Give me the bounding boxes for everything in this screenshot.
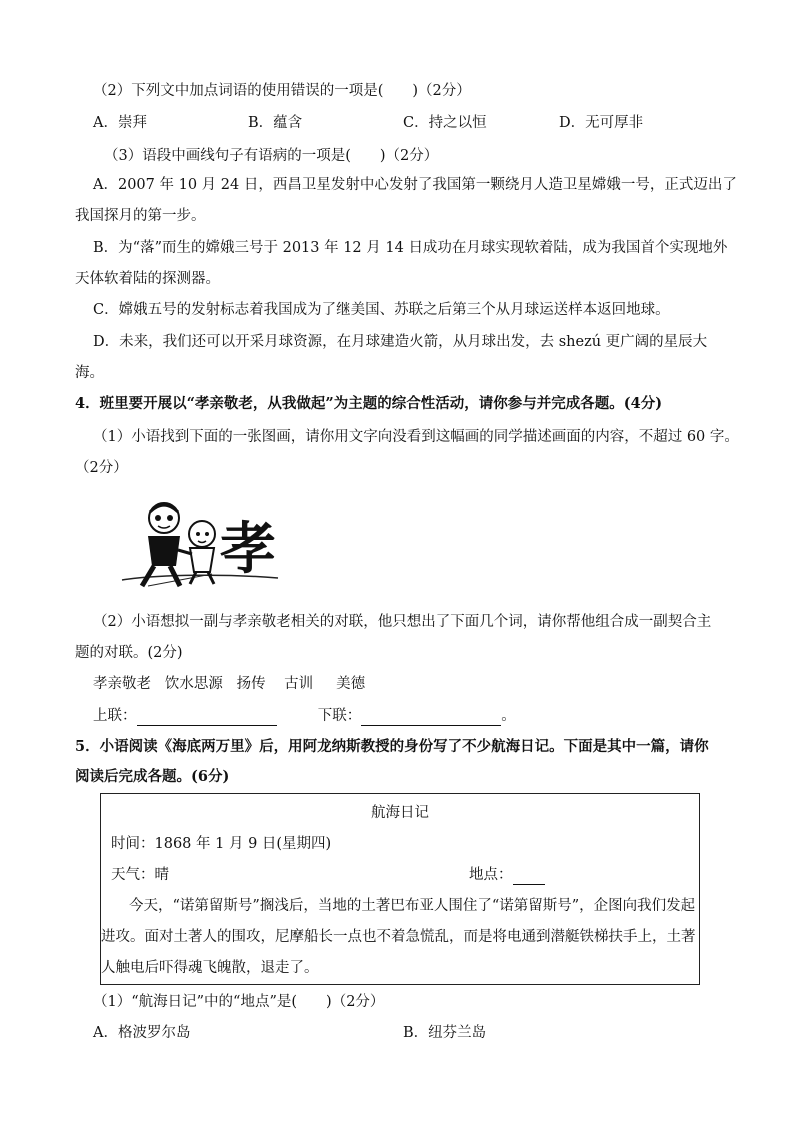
question-4-1-line-2: （2分）: [75, 460, 128, 476]
picture-character: 孝: [220, 517, 276, 582]
word-3: 扬传: [236, 676, 266, 692]
question-5-1-options: [93, 1023, 693, 1043]
couplet-answer-line: [93, 706, 516, 726]
diary-body-line-1: 今天，“诺第留斯号”搁浅后，当地的土著巴布亚人围住了“诺第留斯号”，企图向我们发起: [129, 898, 696, 914]
diary-time: 时间：1868 年 1 月 9 日(星期四): [111, 836, 332, 852]
diary-place: [469, 865, 545, 885]
option-a-line-2: 我国探月的第一步。: [75, 208, 206, 224]
question-4-heading: 4．班里要开展以“孝亲敬老，从我做起”为主题的综合性活动，请你参与并完成各题。(4分): [75, 395, 663, 412]
diary-body-line-2: 进攻。面对土著人的围攻，尼摩船长一点也不着急慌乱，而是将电通到潜艇铁梯扶手上，土著: [101, 929, 696, 945]
question-5-heading-line-2: 阅读后完成各题。(6分): [75, 768, 230, 785]
upper-couplet-blank[interactable]: [137, 711, 277, 726]
option-d-line-1: D．未来，我们还可以开采月球资源，在月球建造火箭，从月球出发，去 shezú 更广阔的星辰大: [93, 334, 708, 350]
option-c-line-1: C．嫦娥五号的发射标志着我国成为了继美国、苏联之后第三个从月球运送样本返回地球。: [93, 302, 670, 318]
couplet-word-list: [93, 674, 365, 694]
option-c: C．持之以恒: [403, 115, 487, 131]
question-5-heading-line-1: 5．小语阅读《海底两万里》后，用阿龙纳斯教授的身份写了不少航海日记。下面是其中一篇，请你: [75, 738, 709, 755]
question-5-1-prompt: （1）“航海日记”中的“地点”是( )（2分）: [93, 994, 385, 1010]
option-b: B．蕴含: [248, 115, 303, 131]
couplet-end-mark: 。: [501, 708, 516, 724]
upper-couplet-label: 上联：: [93, 708, 137, 724]
lower-couplet-blank[interactable]: [361, 711, 501, 726]
question-3-2-prompt: （2）下列文中加点词语的使用错误的一项是( )（2分）: [93, 83, 471, 99]
word-1: 孝亲敬老: [93, 676, 151, 692]
diary-title: 航海日记: [371, 805, 429, 821]
diary-place-blank[interactable]: [513, 870, 545, 885]
word-4: 古训: [284, 676, 314, 692]
word-2: 饮水思源: [164, 676, 223, 692]
diary-body-line-3: 人触电后吓得魂飞魄散，退走了。: [101, 960, 319, 976]
option-b-line-1: B．为“落”而生的嫦娥三号于 2013 年 12 月 14 日成功在月球实现软着陆，成为我国首个实现地外: [93, 240, 728, 256]
option-a: A．崇拜: [93, 115, 147, 131]
question-4-1-line-1: （1）小语找到下面的一张图画，请你用文字向没看到这幅画的同学描述画面的内容，不超过 60 字。: [93, 429, 739, 445]
option-a-line-1: A．2007 年 10 月 24 日，西昌卫星发射中心发射了我国第一颗绕月人造卫星嫦娥一号，正式迈出了: [93, 177, 737, 193]
question-4-2-line-1: （2）小语想拟一副与孝亲敬老相关的对联，他只想出了下面几个词，请你帮他组合成一副契合主: [93, 614, 712, 630]
lower-couplet-label: 下联：: [317, 708, 362, 724]
diary-weather: 天气：晴: [111, 867, 169, 883]
option-d-line-2: 海。: [75, 365, 104, 381]
option-b-line-2: 天体软着陆的探测器。: [75, 271, 220, 287]
diary-box: [100, 793, 700, 985]
option-b: B．纽芬兰岛: [403, 1025, 487, 1041]
question-4-2-line-2: 题的对联。(2分): [75, 645, 183, 661]
question-3-2-options: [93, 113, 693, 133]
option-d: D．无可厚非: [559, 115, 644, 131]
filial-piety-cartoon-image: [120, 488, 280, 598]
word-5: 美德: [336, 676, 366, 692]
option-a: A．格波罗尔岛: [93, 1025, 191, 1041]
diary-place-label: 地点：: [469, 867, 513, 883]
question-3-3-prompt: （3）语段中画线句子有语病的一项是( )（2分）: [104, 148, 439, 164]
